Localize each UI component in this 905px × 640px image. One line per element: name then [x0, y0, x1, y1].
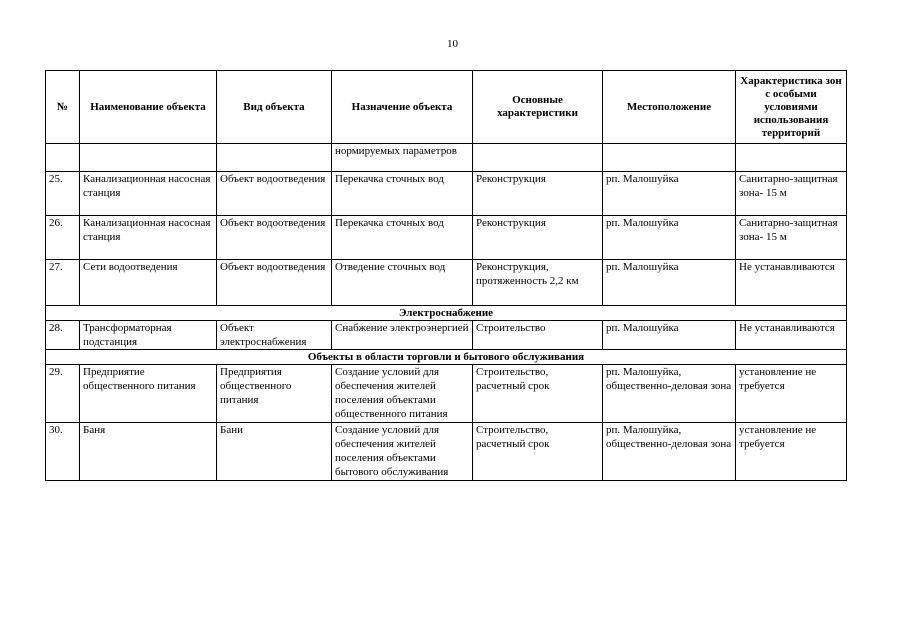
table-cell: Создание условий для обеспечения жителей поселения объектами бытового обслуживания	[332, 423, 473, 481]
table-cell: Бани	[217, 423, 332, 481]
table-cell: Строительство	[473, 321, 603, 350]
section-row	[46, 306, 847, 321]
page-number: 10	[447, 38, 458, 50]
table-cell: рп. Малошуйка	[603, 260, 736, 306]
objects-table	[45, 70, 847, 481]
header-object-type: Вид объекта	[217, 71, 332, 144]
table-row-continuation	[46, 144, 847, 172]
row-number: 25.	[46, 172, 80, 216]
table-cell: Баня	[80, 423, 217, 481]
table-cell: Реконструкция	[473, 172, 603, 216]
table-cell: Предприятия общественного питания	[217, 365, 332, 423]
table-cell: Сети водоотведения	[80, 260, 217, 306]
table-cell: Снабжение электроэнергией	[332, 321, 473, 350]
row-number: 29.	[46, 365, 80, 423]
table-cell: Санитарно-защитная зона- 15 м	[736, 216, 847, 260]
table-row	[46, 260, 847, 306]
table-cell: Объект водоотведения	[217, 216, 332, 260]
table-cell: Перекачка сточных вод	[332, 172, 473, 216]
table-cell: рп. Малошуйка	[603, 216, 736, 260]
header-location: Местоположение	[603, 71, 736, 144]
table-cell: Объект водоотведения	[217, 172, 332, 216]
table-cell: Объект водоотведения	[217, 260, 332, 306]
header-object-purpose: Назначение объекта	[332, 71, 473, 144]
table-cell: рп. Малошуйка, общественно-деловая зона	[603, 423, 736, 481]
table-cell: Строительство, расчетный срок	[473, 423, 603, 481]
table-cell: Не устанавливаются	[736, 260, 847, 306]
row-number: 30.	[46, 423, 80, 481]
table-cell: рп. Малошуйка	[603, 172, 736, 216]
header-zone-characteristics: Характеристика зон с особыми условиями использования территорий	[736, 71, 847, 144]
header-main-characteristics: Основные характеристики	[473, 71, 603, 144]
table-cell: Не устанавливаются	[736, 321, 847, 350]
table-cell	[736, 144, 847, 172]
section-title-trade: Объекты в области торговли и бытового обслуживания	[46, 350, 847, 365]
table-cell: Трансформаторная подстанция	[80, 321, 217, 350]
table-cell: установление не требуется	[736, 365, 847, 423]
table-header-row	[46, 71, 847, 144]
table-cell	[46, 144, 80, 172]
table-cell: рп. Малошуйка	[603, 321, 736, 350]
table-row	[46, 365, 847, 423]
table-cell: Создание условий для обеспечения жителей поселения объектами общественного питания	[332, 365, 473, 423]
table-cell: Предприятие общественного питания	[80, 365, 217, 423]
table-cell: Санитарно-защитная зона- 15 м	[736, 172, 847, 216]
table-cell	[80, 144, 217, 172]
table-cell: Строительство, расчетный срок	[473, 365, 603, 423]
row-number: 27.	[46, 260, 80, 306]
table-cell: Объект электроснабжения	[217, 321, 332, 350]
section-title-electric: Электроснабжение	[46, 306, 847, 321]
table-cell: Отведение сточных вод	[332, 260, 473, 306]
table-cell: Реконструкция, протяженность 2,2 км	[473, 260, 603, 306]
table-cell: Реконструкция	[473, 216, 603, 260]
table-cell: Перекачка сточных вод	[332, 216, 473, 260]
table-cell: Канализационная насосная станция	[80, 172, 217, 216]
table-row	[46, 423, 847, 481]
table-row	[46, 321, 847, 350]
table-cell: установление не требуется	[736, 423, 847, 481]
header-number: №	[46, 71, 80, 144]
table-row	[46, 216, 847, 260]
header-object-name: Наименование объекта	[80, 71, 217, 144]
table-cell: рп. Малошуйка, общественно-деловая зона	[603, 365, 736, 423]
row-number: 28.	[46, 321, 80, 350]
section-row	[46, 350, 847, 365]
table-cell	[603, 144, 736, 172]
table-cell: нормируемых параметров	[332, 144, 473, 172]
table-cell	[217, 144, 332, 172]
table-cell	[473, 144, 603, 172]
table-row	[46, 172, 847, 216]
row-number: 26.	[46, 216, 80, 260]
table-cell: Канализационная насосная станция	[80, 216, 217, 260]
